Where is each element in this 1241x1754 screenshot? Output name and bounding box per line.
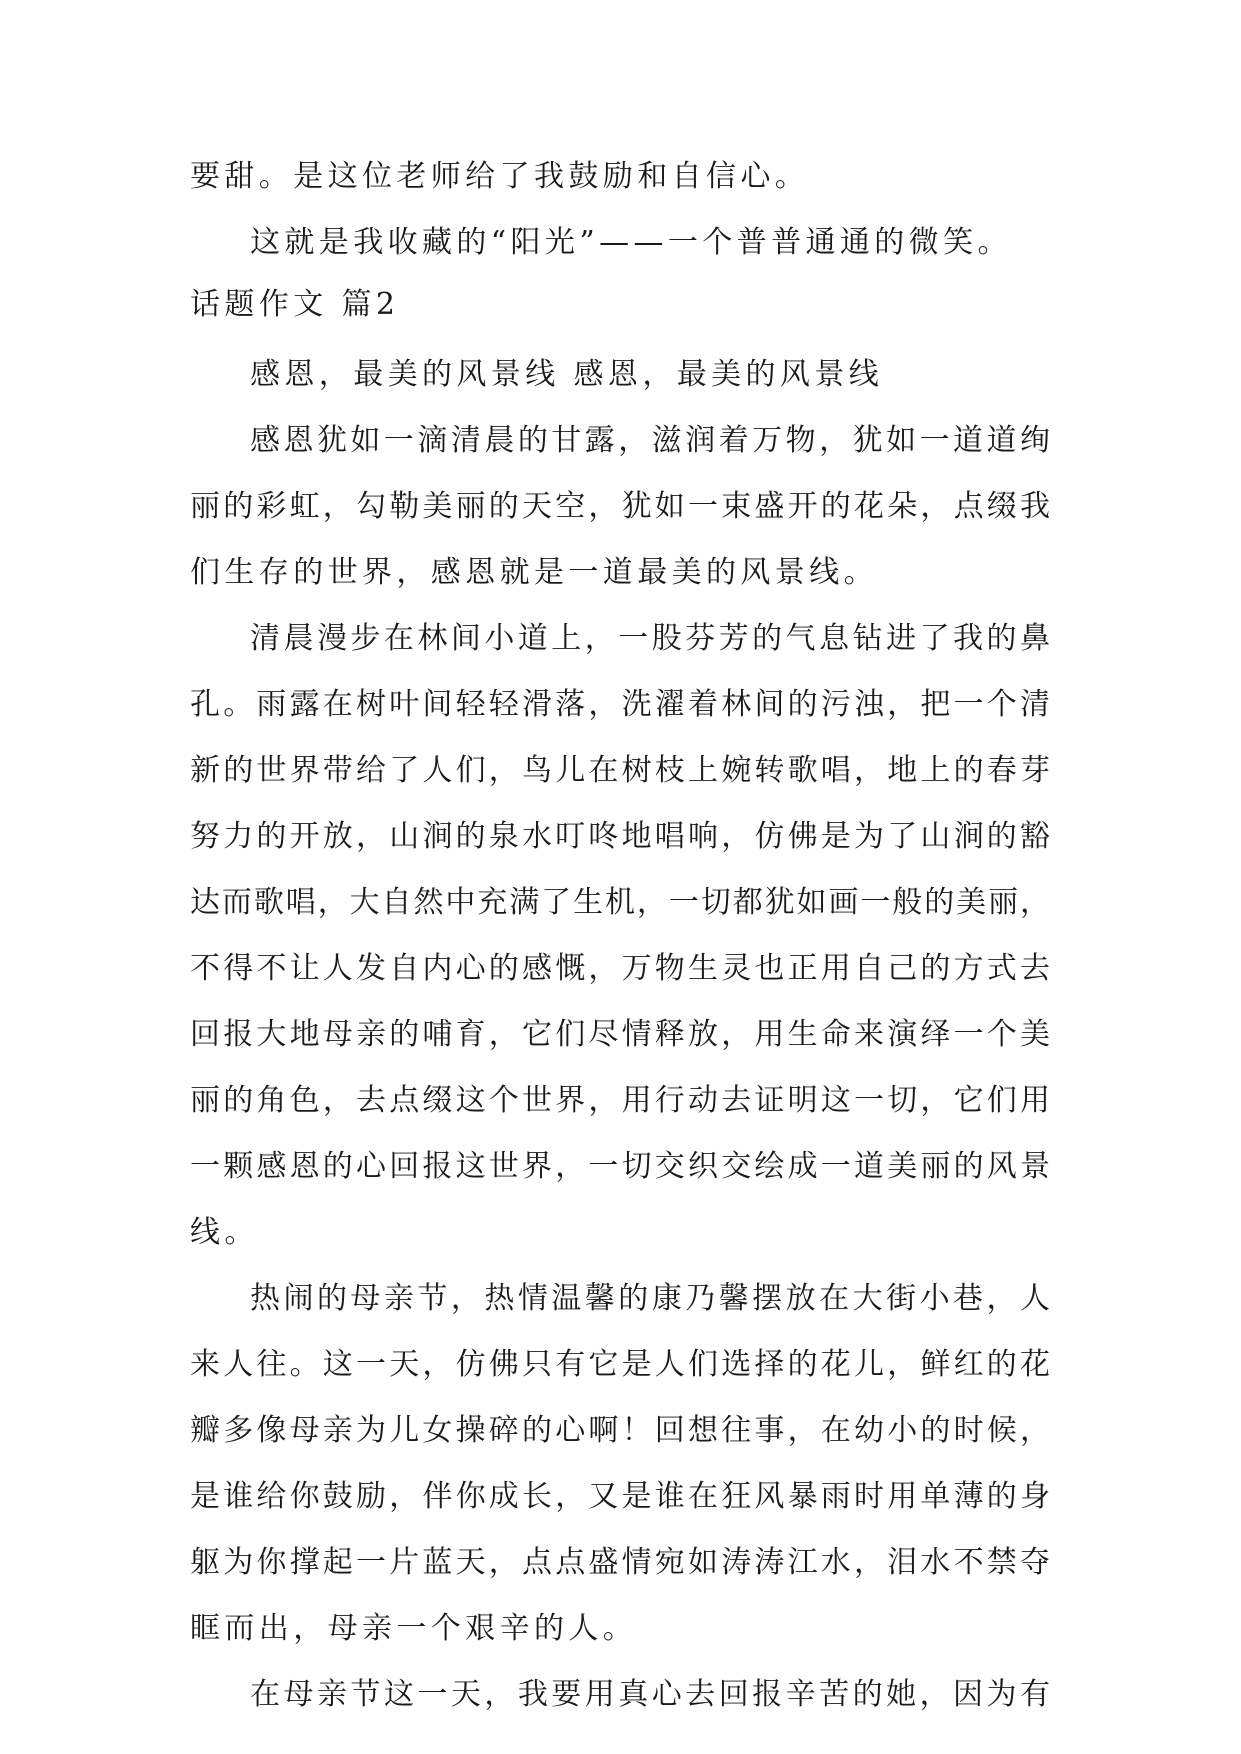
text-line: 要甜。是这位老师给了我鼓励和自信心。 [190,159,810,194]
text-line: 丽的角色，去点缀这个世界，用行动去证明这一切，它们用 [190,1083,1050,1118]
text-line: 不得不让人发自内心的感慨，万物生灵也正用自己的方式去 [190,951,1050,986]
text-line: 线。 [190,1215,259,1250]
text-line: 来人往。这一天，仿佛只有它是人们选择的花儿，鲜红的花 [190,1347,1050,1382]
section-heading: 话题作文 篇2 [190,287,400,322]
text-line: 感恩，最美的风景线 感恩，最美的风景线 [250,357,884,392]
text-line: 丽的彩虹，勾勒美丽的天空，犹如一束盛开的花朵，点缀我 [190,489,1050,524]
text-line: 回报大地母亲的哺育，它们尽情释放，用生命来演绎一个美 [190,1017,1050,1052]
text-line: 新的世界带给了人们，鸟儿在树枝上婉转歌唱，地上的春芽 [190,753,1050,788]
text-line: 热闹的母亲节，热情温馨的康乃馨摆放在大街小巷，人 [250,1281,1050,1316]
text-line: 努力的开放，山涧的泉水叮咚地唱响，仿佛是为了山涧的豁 [190,819,1050,854]
text-line: 是谁给你鼓励，伴你成长，又是谁在狂风暴雨时用单薄的身 [190,1479,1050,1514]
text-line: 瓣多像母亲为儿女操碎的心啊！回想往事，在幼小的时候， [190,1413,1050,1448]
text-line: 在母亲节这一天，我要用真心去回报辛苦的她，因为有 [250,1677,1050,1712]
text-line: 们生存的世界，感恩就是一道最美的风景线。 [190,555,878,590]
text-line: 躯为你撑起一片蓝天，点点盛情宛如涛涛江水，泪水不禁夺 [190,1545,1050,1580]
text-line: 感恩犹如一滴清晨的甘露，滋润着万物，犹如一道道绚 [250,423,1050,458]
text-line: 清晨漫步在林间小道上，一股芬芳的气息钻进了我的鼻 [250,621,1050,656]
text-line: 这就是我收藏的“阳光”——一个普普通通的微笑。 [250,225,1012,260]
document-body [190,158,1050,1742]
text-line: 孔。雨露在树叶间轻轻滑落，洗濯着林间的污浊，把一个清 [190,687,1050,722]
text-line: 一颗感恩的心回报这世界，一切交织交绘成一道美丽的风景 [190,1149,1050,1184]
text-line: 眶而出，母亲一个艰辛的人。 [190,1611,638,1646]
text-line: 达而歌唱，大自然中充满了生机，一切都犹如画一般的美丽， [190,885,1050,920]
